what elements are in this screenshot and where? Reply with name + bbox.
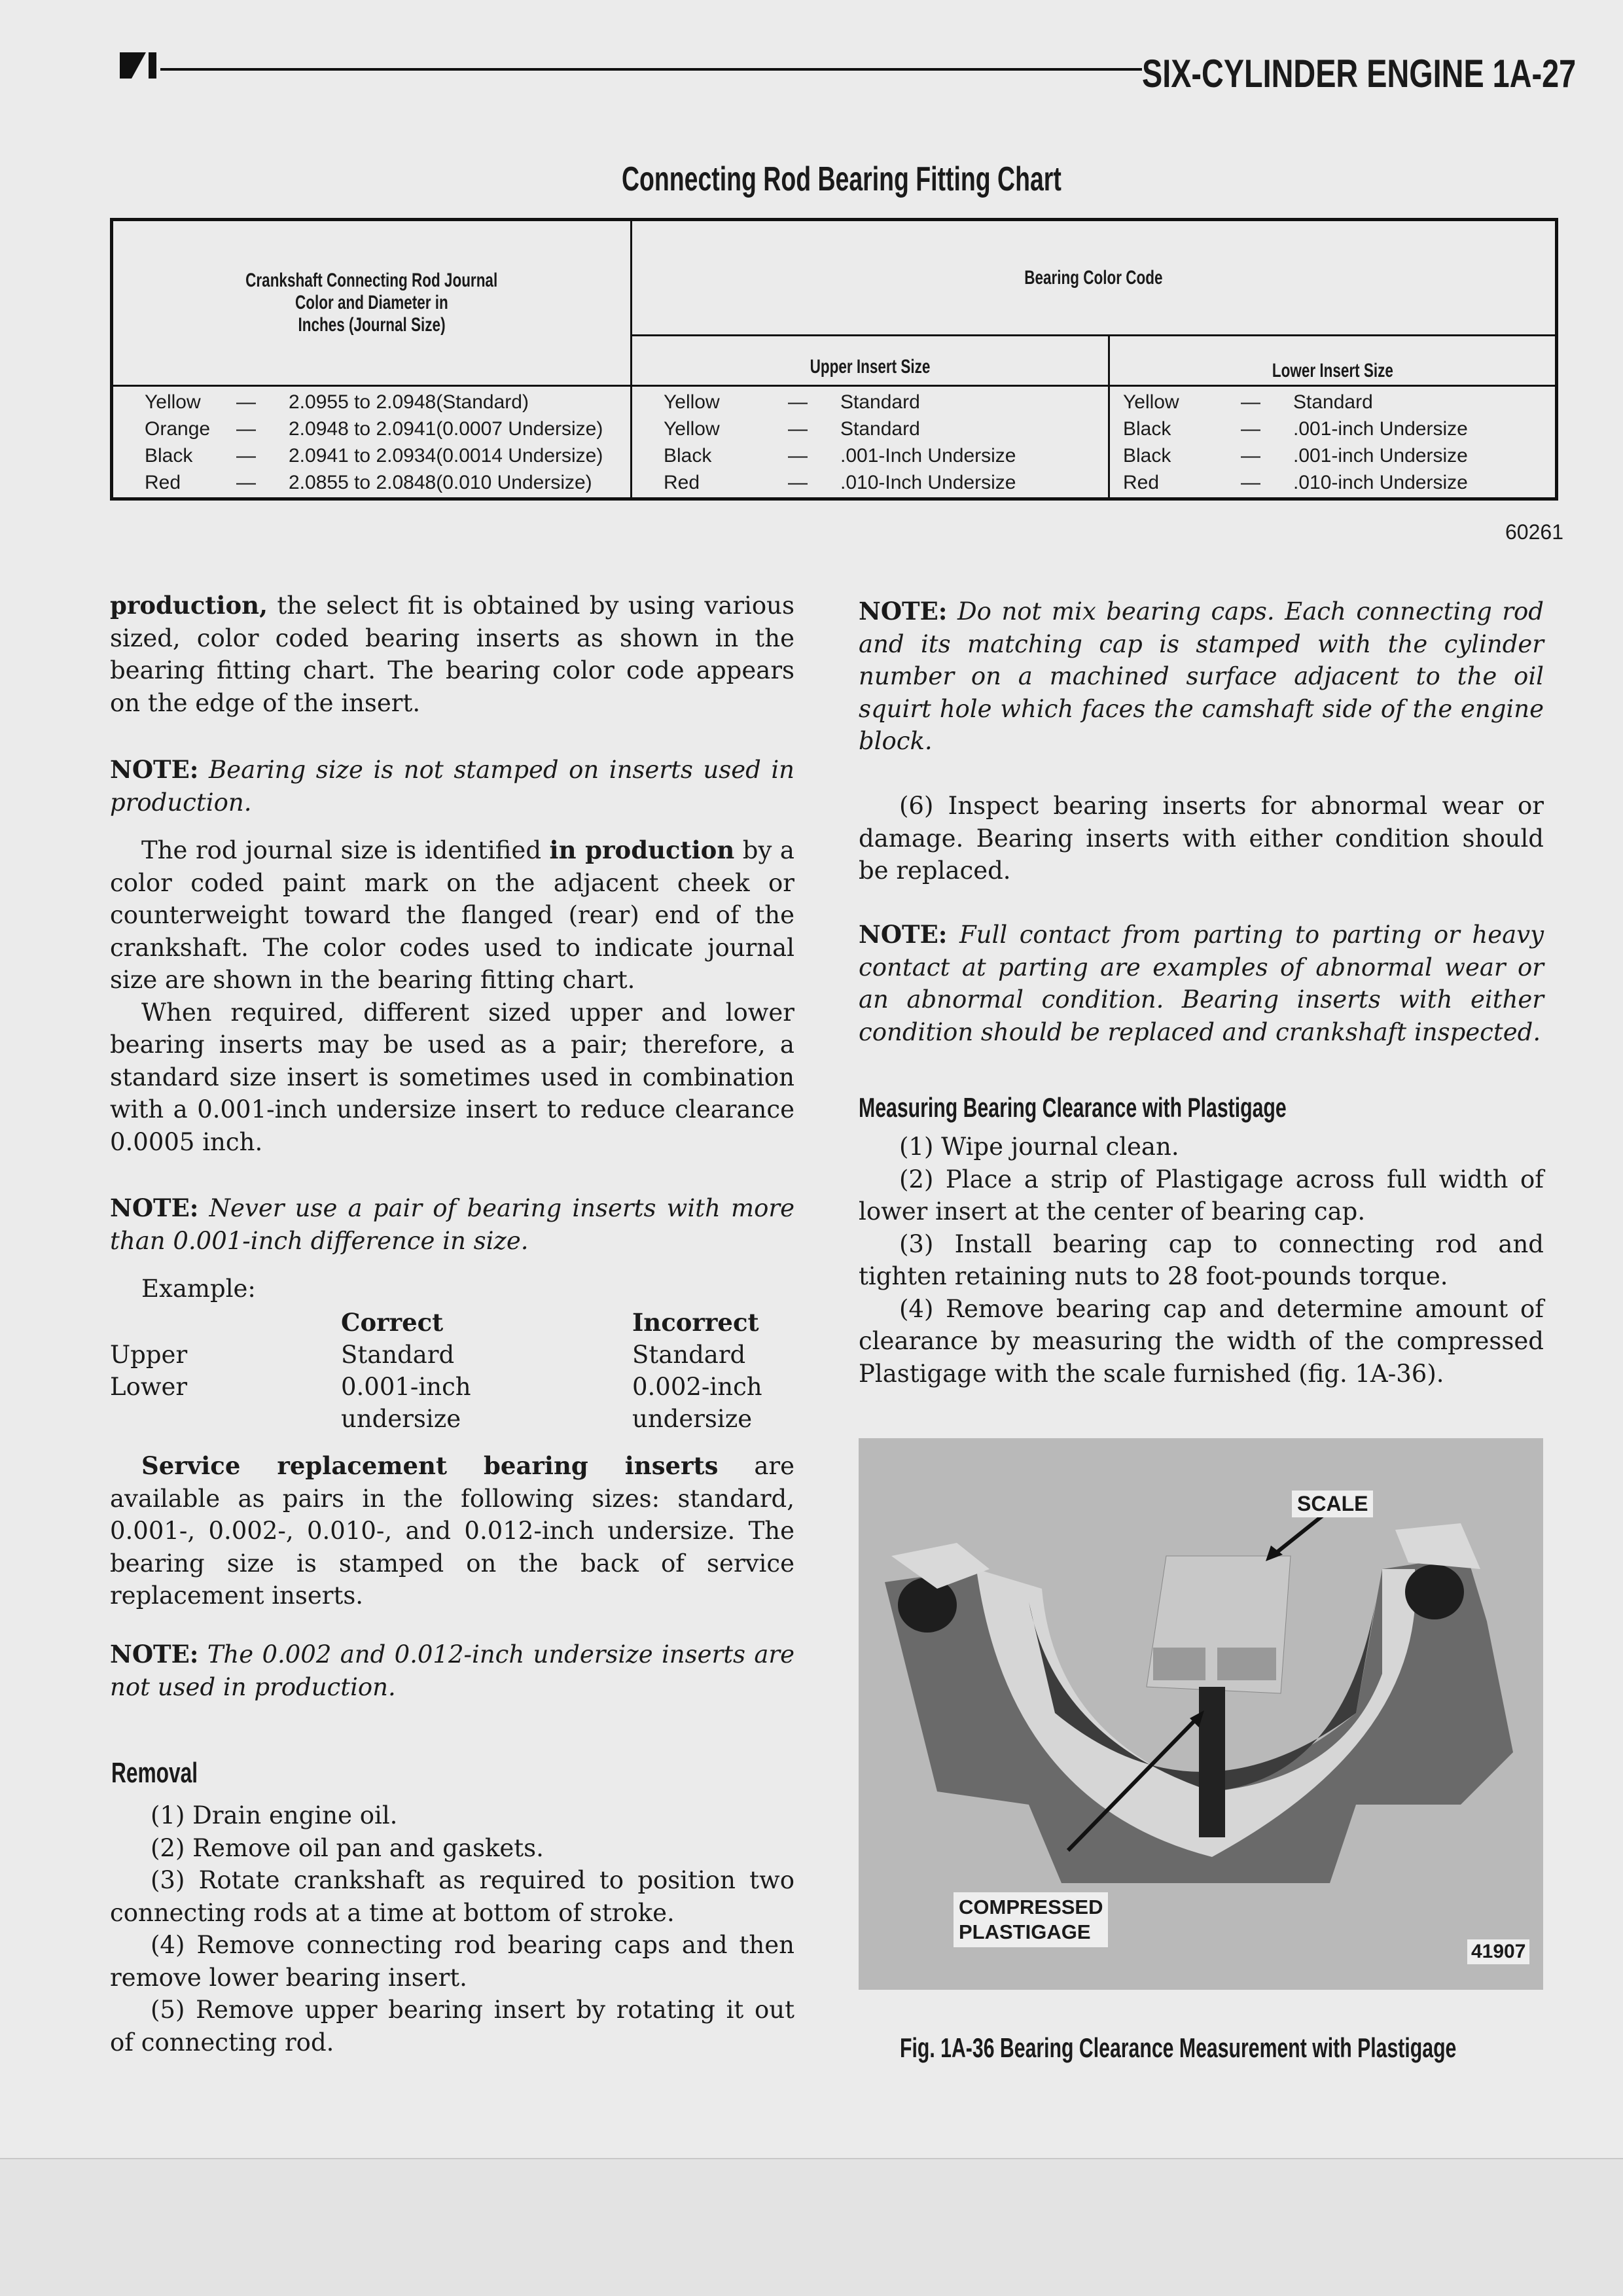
table-row: Black — .001-Inch Undersize [664, 444, 1016, 467]
removal-heading: Removal [111, 1757, 198, 1789]
table-row: Orange — 2.0948 to 2.0941(0.0007 Undersize) [145, 417, 603, 440]
table-row: Black — .001-inch Undersize [1123, 444, 1468, 467]
journal-header: Crankshaft Connecting Rod Journal Color and Diameter in Inches (Journal Size) [112, 220, 632, 386]
note-pair-difference: NOTE: Never use a pair of bearing inserts with more than 0.001-inch difference in size. [110, 1193, 794, 1255]
list-item: (1) Drain engine oil. [151, 1801, 398, 1829]
figure-caption: Fig. 1A-36 Bearing Clearance Measurement with Plastigage [900, 2032, 1457, 2063]
section-title: SIX-CYLINDER ENGINE [1142, 52, 1484, 96]
upper-insert-header: Upper Insert Size [632, 336, 1109, 386]
list-item: (1) Wipe journal clean. [899, 1133, 1179, 1161]
lower-rows [1109, 386, 1557, 499]
page-number: 1A-27 [1492, 52, 1577, 96]
page-header [1142, 51, 1577, 96]
table-row: Black — .001-inch Undersize [1123, 417, 1468, 440]
note-abnormal-wear: NOTE: Full contact from parting to parting or heavy contact at parting are examples of abnormal wear or an abnormal condition. Bearing inserts with either condition should be replaced and crankshaft inspected. [859, 920, 1544, 1046]
list-item: (3) Rotate crankshaft as required to position two connecting rods at a time at bottom of stroke. [110, 1866, 794, 1927]
page-bottom-edge [0, 2158, 1623, 2296]
table-row: Yellow — 2.0955 to 2.0948(Standard) [145, 391, 529, 413]
upper-rows [632, 386, 1109, 499]
chart-title: Connecting Rod Bearing Fitting Chart [622, 160, 1061, 198]
table-row: Yellow — Standard [664, 417, 920, 440]
paragraph-service-replacement: Service replacement bearing inserts are available as pairs in the following sizes: standard, 0.001-, 0.002-, 0.010-, and 0.012-inch undersize. The bearing size is stamped on the back of service replacement inserts. [110, 1451, 794, 1610]
table-row: Red — .010-inch Undersize [1123, 471, 1468, 493]
compressed-plastigage-label: COMPRESSED PLASTIGAGE [954, 1892, 1108, 1947]
table-row: Yellow — Standard [664, 391, 920, 413]
table-row: Black — 2.0941 to 2.0934(0.0014 Undersize) [145, 444, 603, 467]
paragraph-select-fit: production, the select fit is obtained by using various sized, color coded bearing inserts as shown in the bearing fitting chart. The bearing color code appears on the edge of the insert. [110, 591, 794, 717]
measuring-heading: Measuring Bearing Clearance with Plastigage [859, 1092, 1287, 1123]
list-item: (2) Place a strip of Plastigage across full width of lower insert at the center of bearing cap. [859, 1165, 1544, 1226]
list-item: (4) Remove bearing cap and determine amount of clearance by measuring the width of the compressed Plastigage with the scale furnished (fig. 1A-36). [859, 1294, 1544, 1388]
table-row: Red — .010-Inch Undersize [664, 471, 1016, 493]
example-table: Example: Correct Incorrect Upper Standard Standard Lower 0.001-inch 0.002-inch undersize undersize [110, 1275, 762, 1433]
publisher-logo [120, 52, 156, 79]
lower-insert-header: Lower Insert Size [1109, 336, 1557, 386]
list-item: (3) Install bearing cap to connecting rod and tighten retaining nuts to 28 foot-pounds torque. [859, 1229, 1544, 1290]
removal-steps [110, 1799, 794, 2058]
journal-rows [112, 386, 632, 499]
bearing-fitting-chart [110, 218, 1558, 501]
header-rule [160, 68, 1142, 71]
list-item: (2) Remove oil pan and gaskets. [151, 1833, 544, 1862]
scale-label: SCALE [1292, 1491, 1373, 1517]
note-undersize-not-used: NOTE: The 0.002 and 0.012-inch undersize inserts are not used in production. [110, 1640, 794, 1701]
list-item: (4) Remove connecting rod bearing caps and then remove lower bearing insert. [110, 1931, 794, 1992]
bearing-cap-illustration [885, 1523, 1513, 1883]
plastigage-figure [859, 1438, 1543, 1990]
table-row: Red — 2.0855 to 2.0848(0.010 Undersize) [145, 471, 592, 493]
table-row: Yellow — Standard [1123, 391, 1373, 413]
bearing-color-code-header: Bearing Color Code [632, 220, 1557, 336]
figure-id: 41907 [1467, 1939, 1529, 1964]
step-inspect-inserts: (6) Inspect bearing inserts for abnormal wear or damage. Bearing inserts with either condition should be replaced. [859, 792, 1544, 885]
chart-figure-number: 60261 [1505, 520, 1563, 544]
paragraph-rod-journal: The rod journal size is identified in production by a color coded paint mark on the adjacent cheek or counterweight toward the flanged (rear) end of the crankshaft. The color codes used to indicate journal size are shown in the bearing fitting chart. When required, different sized upper and lower bearing inserts may be used as a pair; therefore, a standard size insert is sometimes used in combination with a 0.001-inch undersize insert to reduce clearance 0.0005 inch. [110, 836, 794, 1156]
note-bearing-caps: NOTE: Do not mix bearing caps. Each connecting rod and its matching cap is stamped with the cylinder number on a machined surface adjacent to the oil squirt hole which faces the camshaft side of the engine block. [859, 597, 1544, 755]
list-item: (5) Remove upper bearing insert by rotating it out of connecting rod. [110, 1996, 794, 2057]
measuring-steps [859, 1131, 1544, 1390]
note-bearing-size: NOTE: Bearing size is not stamped on inserts used in production. [110, 755, 794, 817]
